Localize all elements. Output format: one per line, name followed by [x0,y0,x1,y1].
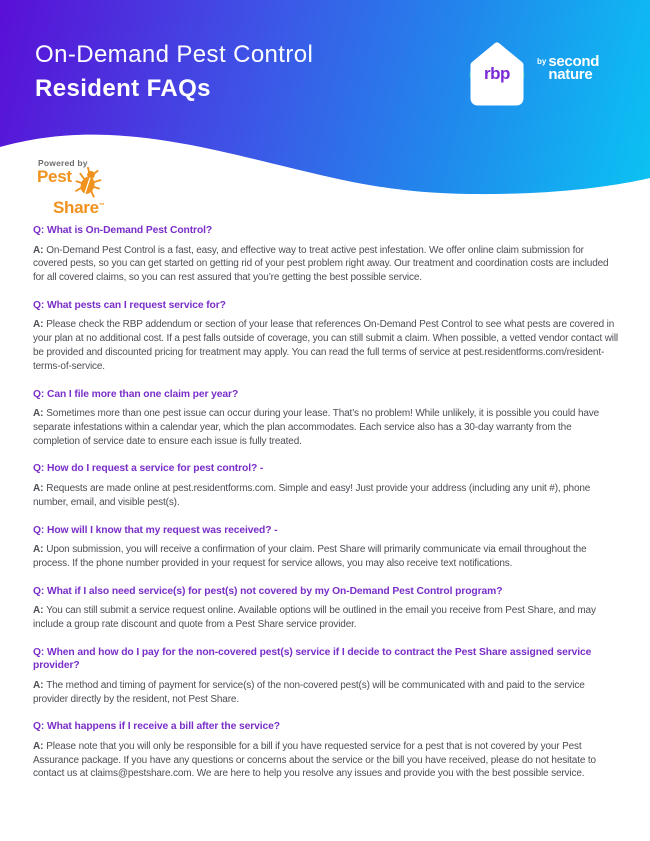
answer-prefix: A: [33,482,44,494]
rbp-logo-text: rbp [484,64,510,83]
second-nature-byline [537,55,599,81]
powered-by-label: Powered by [38,158,88,168]
pest-share-wordmark-line2 [53,198,105,216]
faq-item [33,585,620,632]
header-titles [35,40,313,104]
faq-item [33,462,620,509]
faq-item [33,224,620,285]
answer-prefix: A: [33,408,44,420]
faq-answer [33,604,620,632]
answer-text: Requests are made online at pest.residentforms.com. Simple and easy! Just provide your address (including any unit #), phone number, email, and visible pest(s). [33,482,591,508]
faq-question: Q: Can I file more than one claim per year? [33,388,239,400]
answer-prefix: A: [33,544,44,556]
faq-item [33,524,620,571]
faq-question: Q: How will I know that my request was received? - [33,524,278,536]
faq-question: Q: What if I also need service(s) for pest(s) not covered by my On-Demand Pest Control program? [33,585,503,597]
share-text: Share [53,198,99,217]
rbp-house-logo-icon [466,40,528,110]
faq-answer [33,679,620,707]
faq-answer [33,543,620,571]
faq-question: Q: What happens if I receive a bill after the service? [33,721,280,733]
rbp-brand [466,40,599,110]
faq-item [33,299,620,374]
page-subtitle: Resident FAQs [35,75,211,102]
answer-text: Please check the RBP addendum or section of your lease that references On-Demand Pest Control to see what pests are covered in your plan at no additional cost. If a pest falls outside of coverage, you can still submit a claim. When possible, a vetted vendor contact will be provided and discounted pricing for treatment may apply. You can read the full terms of service at pest.residentforms.com/resident-terms-of-service. [33,319,618,372]
faq-question: Q: How do I request a service for pest control? - [33,463,264,475]
faq-answer [33,244,620,285]
faq-question: Q: What pests can I request service for? [33,299,226,311]
answer-prefix: A: [33,605,44,617]
faq-list [33,224,620,795]
answer-prefix: A: [33,679,44,691]
faq-answer [33,318,620,373]
faq-answer [33,740,620,781]
answer-text: On-Demand Pest Control is a fast, easy, and effective way to treat active pest infestation. We offer online claim submission for covered pests, so you can get started on getting rid of your pest problem right away. Our treatment and coordination costs are included for all covered claims, so you can rest assured that you’re getting the best possible service. [33,244,609,284]
answer-prefix: A: [33,319,44,331]
answer-text: Upon submission, you will receive a confirmation of your claim. Pest Share will primarily communicate via email throughout the process. If the phone number provided in your request for service allows, you may also receive text notifications. [33,544,587,569]
faq-item [33,720,620,781]
faq-question: Q: When and how do I pay for the non-covered pest(s) service if I decide to contract the Pest Share assigned service provider? [33,646,592,672]
pest-share-wordmark-line1: Pest [37,167,72,186]
faq-item [33,388,620,449]
faq-answer [33,407,620,448]
wordmark-line2: nature [548,66,593,83]
faq-item [33,646,620,707]
answer-text: You can still submit a service request online. Available options will be outlined in the email you receive from Pest Share, and may include a group rate discount and quote from a Pest Share service provider. [33,605,596,630]
answer-text: Sometimes more than one pest issue can occur during your lease. That’s no problem! While unlikely, it is possible you could have separate infestations within a calendar year, which the plan accommodates. Each service also has a 30-day warranty from the completion of service date to ensure each issue is fully treated. [33,408,600,447]
answer-text: Please note that you will only be responsible for a bill if you have requested service for a pest that is not covered by your Pest Assurance package. If you have any questions or concerns about the service or the bill you have received, please do not hesitate to contact us at claims@pestshare.com. We are here to help you resolve any issues and provide you with the best possible service. [33,740,596,780]
answer-prefix: A: [33,244,44,256]
answer-text: The method and timing of payment for service(s) of the non-covered pest(s) will be communicated with and paid to the service provider directly by the resident, not Pest Share. [33,679,585,705]
beetle-icon [75,167,102,198]
answer-prefix: A: [33,740,44,752]
second-nature-wordmark [548,55,599,81]
wordmark-line1: second [548,53,600,70]
trademark-symbol: ™ [98,203,105,209]
faq-answer [33,482,620,510]
pest-share-logo [37,158,105,216]
byline-by: by [537,57,547,66]
page-title: On-Demand Pest Control [35,41,314,68]
faq-question: Q: What is On-Demand Pest Control? [33,225,213,236]
